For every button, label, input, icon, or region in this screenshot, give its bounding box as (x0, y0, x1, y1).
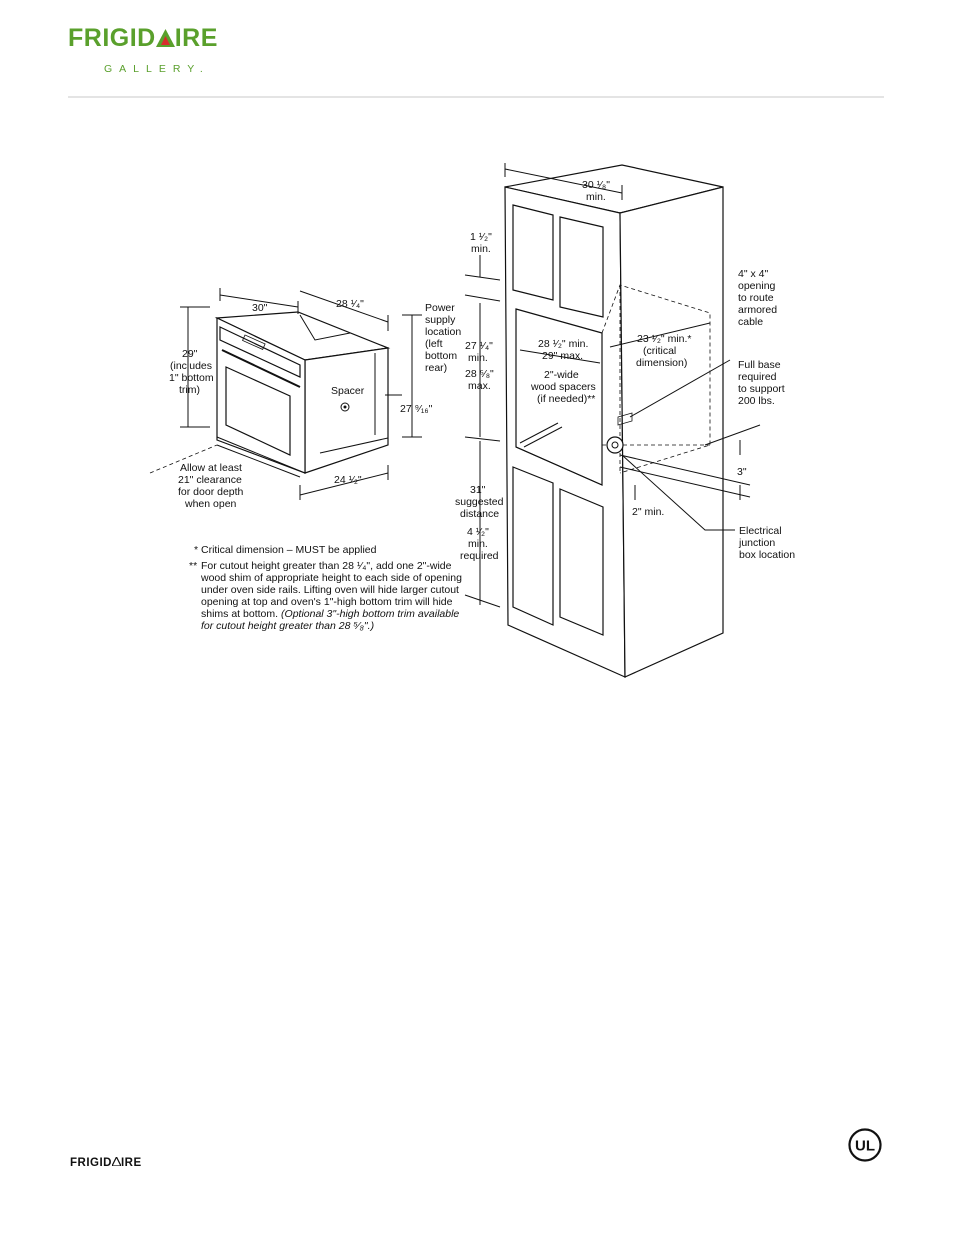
footer-brand-logo (70, 1157, 142, 1169)
cabinet-width-label-1: 30 ¹⁄₈" (582, 179, 610, 191)
spacers-label-1: 2"-wide (544, 369, 579, 381)
base-height-label: 3" (737, 466, 747, 478)
clearance-label-1: Allow at least (180, 462, 242, 474)
cutout-height-label-3: 28 ⁵⁄₈" (465, 368, 494, 380)
ul-mark-text: UL (855, 1137, 875, 1155)
footer-triangle-icon (112, 1157, 121, 1166)
oven-width-label: 30" (252, 302, 268, 314)
shim-note-line-5a: shims at bottom. (201, 608, 279, 620)
bottom-gap-label-3: required (460, 550, 499, 562)
spacers-label-2: wood spacers (531, 381, 596, 393)
brand-text-part1: FRIGID (68, 24, 156, 52)
top-gap-label-1: 1 ¹⁄₂" (470, 231, 492, 243)
oven-height-label: 29" (182, 348, 198, 360)
header-divider (68, 96, 884, 98)
shim-note-marker: ** (189, 560, 198, 572)
cutout-height-label-2: min. (468, 352, 488, 364)
base-label-1: Full base (738, 359, 781, 371)
spacers-label-3: (if needed)** (537, 393, 596, 405)
suggested-label-1: 31" (470, 484, 486, 496)
base-label-3: to support (738, 383, 785, 395)
cabinet-width-label-2: min. (586, 191, 606, 203)
brand-triangle-icon (156, 29, 175, 47)
power-label-1: Power (425, 302, 455, 314)
depth-label-1: 23 ¹⁄₂" min.* (637, 333, 692, 345)
bottom-gap-label-1: 4 ¹⁄₂" (467, 526, 489, 538)
power-label-6: rear) (425, 362, 448, 374)
critical-note: * Critical dimension – MUST be applied (194, 544, 377, 556)
junction-label-1: Electrical (739, 525, 782, 537)
brand-logo (68, 24, 218, 53)
cutout-width-label-1: 28 ¹⁄₂" min. (538, 338, 589, 350)
cutout-height-label-1: 27 ¹⁄₄" (465, 340, 493, 352)
opening-label-1: 4" x 4" (738, 268, 769, 280)
shim-note-line-6: for cutout height greater than 28 ⁵⁄₈".) (201, 620, 375, 632)
oven-depth-label: 28 ¹⁄₄" (336, 298, 364, 310)
cutout-width-label-2: 29" max. (542, 350, 584, 362)
junction-label-2: junction (739, 537, 776, 549)
opening-label-3: to route (738, 292, 774, 304)
clearance-label-4: when open (185, 498, 237, 510)
depth-label-3: dimension) (636, 357, 688, 369)
brand-text-part2: IRE (174, 24, 218, 52)
footer-brand-part1: FRIGID (70, 1157, 112, 1169)
cabinet-illustration (505, 165, 723, 677)
footer-brand-part2: IRE (120, 1157, 142, 1169)
top-gap-label-2: min. (471, 243, 491, 255)
opening-label-4: armored (738, 304, 778, 316)
two-inch-min-label: 2" min. (632, 506, 665, 518)
clearance-label-3: for door depth (178, 486, 244, 498)
oven-height-note-2: 1" bottom (169, 372, 214, 384)
base-label-2: required (738, 371, 777, 383)
installation-diagram (140, 155, 820, 695)
power-label-5: bottom (425, 350, 458, 362)
clearance-label-2: 21" clearance (178, 474, 242, 486)
power-label-4: (left (425, 338, 443, 350)
bottom-gap-label-2: min. (468, 538, 488, 550)
oven-side-height-label: 27 ⁹⁄₁₆" (400, 403, 433, 415)
suggested-label-3: distance (460, 508, 500, 520)
brand-subtitle: GALLERY. (104, 63, 210, 75)
cutout-height-label-4: max. (468, 380, 491, 392)
shim-note-line-5 (201, 608, 459, 620)
junction-label-3: box location (739, 549, 796, 561)
power-label-2: supply (425, 314, 456, 326)
shim-note-line-3: under oven side rails. Lifting oven will hide larger cutout (201, 584, 459, 596)
shim-note-line-4: opening at top and oven's 1"-high bottom trim will hide (201, 596, 453, 608)
oven-height-note-3: trim) (179, 384, 200, 396)
depth-label-2: (critical (643, 345, 677, 357)
oven-height-note-1: (includes (170, 360, 213, 372)
opening-label-5: cable (738, 316, 764, 328)
suggested-label-2: suggested (455, 496, 504, 508)
base-label-4: 200 lbs. (738, 395, 775, 407)
spacer-label: Spacer (331, 385, 365, 397)
oven-bottom-depth-label: 24 ¹⁄₂" (334, 474, 362, 486)
power-label-3: location (425, 326, 462, 338)
opening-label-2: opening (738, 280, 776, 292)
ul-certification-icon (848, 1128, 882, 1162)
shim-note-line-5b: (Optional 3"-high bottom trim available (281, 608, 460, 620)
shim-note-line-1: For cutout height greater than 28 ¹⁄₄", add one 2"-wide (201, 560, 452, 572)
shim-note-line-2: wood shim of appropriate height to each side of opening (201, 572, 462, 584)
